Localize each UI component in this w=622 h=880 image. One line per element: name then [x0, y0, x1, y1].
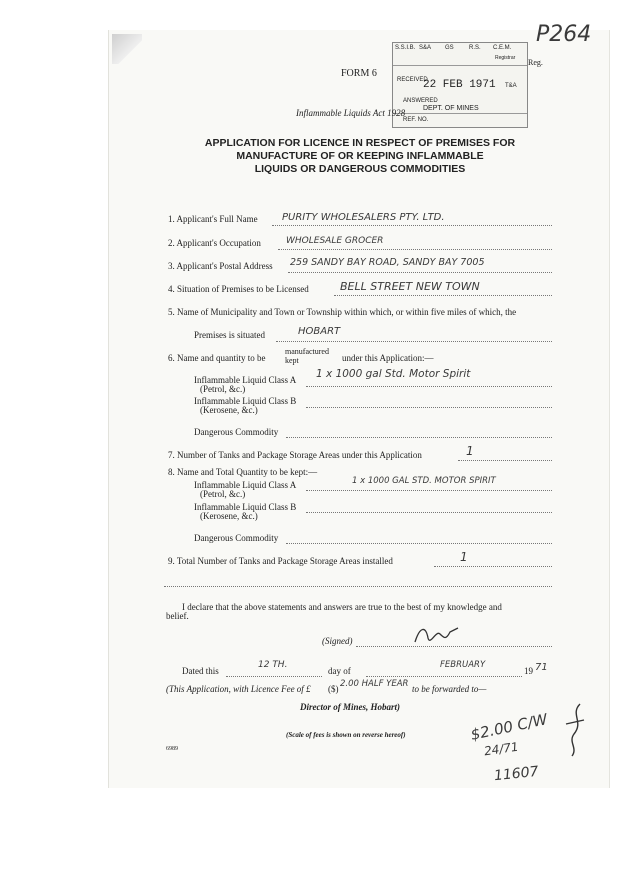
q5-line [276, 341, 552, 342]
q6-class-b-label: Inflammable Liquid Class B [194, 396, 297, 406]
received-stamp [392, 42, 528, 128]
dated-label: Dated this [182, 666, 219, 676]
q4-label: 4. Situation of Premises to be Licensed [168, 284, 309, 294]
q8-class-a-label: Inflammable Liquid Class A [194, 480, 297, 490]
q6-dangerous-line [286, 437, 552, 438]
annotation-amount: $2.00 C/W [468, 710, 550, 744]
q7-label: 7. Number of Tanks and Package Storage Areas under this Application [168, 450, 422, 460]
month-line [366, 676, 522, 677]
q7-line [458, 460, 552, 461]
stamp-cell-4: R.S. [469, 45, 481, 51]
q8-class-a-value[interactable]: 1 x 1000 GAL STD. MOTOR SPIRIT [352, 476, 496, 486]
q2-line [278, 249, 552, 250]
stamp-received-date: 22 FEB 1971 [423, 79, 496, 91]
fee-text-c: to be forwarded to— [412, 684, 487, 694]
annotation-date: 24/71 [483, 739, 520, 759]
q8-label: 8. Name and Total Quantity to be kept:— [168, 467, 318, 477]
q9-value[interactable]: 1 [460, 550, 468, 564]
day-line [226, 676, 322, 677]
reference-number: P264 [536, 22, 592, 47]
signature-scribble [412, 622, 462, 650]
q3-value[interactable]: 259 SANDY BAY ROAD, SANDY BAY 7005 [290, 257, 485, 268]
stamp-cell-1: S.S.I.B. [395, 45, 416, 51]
folded-corner [112, 34, 142, 64]
declaration-text-1: I declare that the above statements and answers are true to the best of my knowledge and [182, 602, 502, 612]
month-value[interactable]: FEBRUARY [440, 660, 486, 670]
blank-line [164, 586, 552, 587]
q7-value[interactable]: 1 [466, 444, 474, 458]
q4-value[interactable]: BELL STREET NEW TOWN [340, 280, 480, 293]
stamp-received-label: RECEIVED [397, 77, 428, 83]
q6-kept: kept [285, 356, 299, 365]
q8-class-b-sub: (Kerosene, &c.) [200, 511, 258, 521]
q6-class-b-line [306, 407, 552, 408]
q6-class-a-label: Inflammable Liquid Class A [194, 375, 297, 385]
q8-dangerous-label: Dangerous Commodity [194, 533, 279, 543]
q2-label: 2. Applicant's Occupation [168, 238, 261, 248]
stamp-side: T&A [505, 83, 517, 89]
signed-label: (Signed) [322, 636, 353, 646]
stamp-cell-6: Registrar [495, 55, 516, 61]
day-value[interactable]: 12 TH. [258, 660, 288, 670]
q6-dangerous-label: Dangerous Commodity [194, 427, 279, 437]
q5-label: 5. Name of Municipality and Town or Township within which, or within five miles of which, the [168, 307, 517, 317]
stamp-cell-5: C.E.M. [493, 45, 512, 51]
q2-value[interactable]: WHOLESALE GROCER [286, 236, 384, 246]
q6-class-a-sub: (Petrol, &c.) [200, 384, 246, 394]
fee-text-b: ($) [328, 684, 339, 694]
form-code: 6989 [166, 746, 178, 752]
year-prefix: 19 [524, 666, 533, 676]
q4-line [334, 295, 552, 296]
reg-label: Reg. [528, 58, 543, 67]
q1-label: 1. Applicant's Full Name [168, 214, 258, 224]
q8-class-b-label: Inflammable Liquid Class B [194, 502, 297, 512]
stamp-dept: DEPT. OF MINES [423, 105, 479, 112]
q6-label-b: under this Application:— [342, 353, 434, 363]
director-label: Director of Mines, Hobart) [300, 702, 400, 712]
q3-label: 3. Applicant's Postal Address [168, 261, 273, 271]
q6-manufactured: manufactured [285, 347, 329, 356]
q6-class-a-value[interactable]: 1 x 1000 gal Std. Motor Spirit [316, 368, 471, 380]
form-title-line-3: LIQUIDS OR DANGEROUS COMMODITIES [254, 163, 466, 175]
stamp-cell-2: S&A [419, 45, 432, 51]
q6-class-b-sub: (Kerosene, &c.) [200, 405, 258, 415]
day-of-label: day of [328, 666, 351, 676]
year-value[interactable]: 71 [535, 662, 548, 673]
q6-label: 6. Name and quantity to be [168, 353, 266, 363]
q1-line [272, 225, 552, 226]
q8-class-a-sub: (Petrol, &c.) [200, 489, 246, 499]
q8-class-a-line [306, 490, 552, 491]
form-number: FORM 6 [341, 68, 377, 79]
declaration-text-2: belief. [166, 611, 189, 621]
q8-dangerous-line [286, 543, 552, 544]
q3-line [288, 272, 552, 273]
form-title-line-1: APPLICATION FOR LICENCE IN RESPECT OF PREMISES FOR [204, 137, 516, 149]
q6-class-a-line [306, 386, 552, 387]
q1-value[interactable]: PURITY WHOLESALERS PTY. LTD. [282, 212, 445, 223]
act-title: Inflammable Liquids Act 1928 [296, 108, 406, 118]
fee-text-a: (This Application, with Licence Fee of £ [166, 684, 311, 694]
q5-value[interactable]: HOBART [298, 326, 341, 337]
annotation-number: 11607 [493, 763, 540, 785]
stamp-answered-label: ANSWERED [403, 98, 438, 104]
fee-value[interactable]: 2.00 HALF YEAR [340, 679, 409, 689]
form-title-line-2: MANUFACTURE OF OR KEEPING INFLAMMABLE [236, 150, 484, 162]
q5-label-2: Premises is situated [194, 330, 265, 340]
scale-note: (Scale of fees is shown on reverse hereof) [286, 731, 406, 739]
q9-label: 9. Total Number of Tanks and Package Storage Areas installed [168, 556, 393, 566]
stamp-cell-3: GS [445, 45, 454, 51]
initials-scribble [560, 700, 590, 760]
q8-class-b-line [306, 512, 552, 513]
form-title [170, 137, 550, 176]
q9-line [434, 566, 552, 567]
stamp-ref-label: REF. NO. [403, 117, 429, 123]
